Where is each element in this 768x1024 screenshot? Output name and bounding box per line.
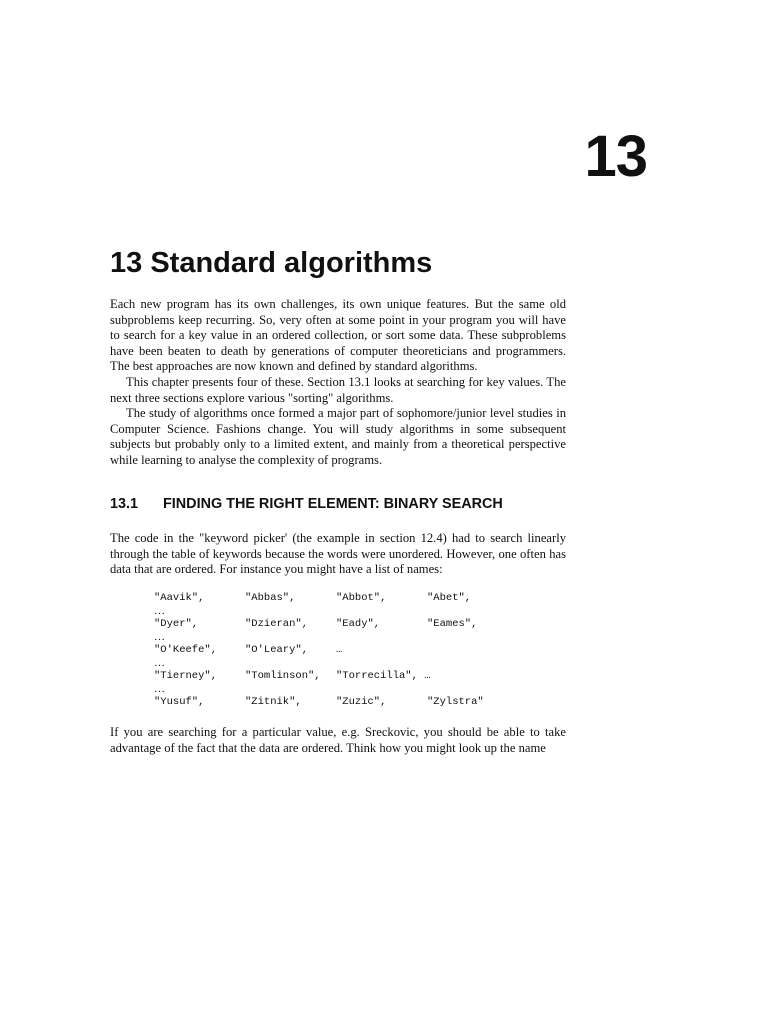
name-entry: "Torrecilla", … <box>336 670 431 682</box>
name-entry: "Eames", <box>427 618 478 630</box>
ellipsis: … <box>154 631 165 643</box>
name-entry: "Zuzic", <box>336 696 387 708</box>
name-list <box>154 592 518 709</box>
name-row <box>154 644 518 657</box>
intro-paragraph-1: Each new program has its own challenges, its own unique features. But the same old subproblems keep recurring. So, very often at some point in your program you will have to search for a key value in an ordered collection, or sort some data. These subproblems have been beaten to death by generations of computer theoreticians and programmers. The best approaches are now known and defined by standard algorithms. <box>110 297 566 374</box>
intro-paragraph-2: This chapter presents four of these. Section 13.1 looks at searching for key values. The next three sections explore various "sorting" algorithms. <box>110 374 566 405</box>
intro-text <box>110 297 566 469</box>
name-entry: "Abbas", <box>245 592 296 604</box>
section-heading <box>110 496 503 513</box>
section-paragraph-1: The code in the "keyword picker' (the example in section 12.4) had to search linearly through the table of keywords because the words were unordered. However, one often has data that are ordered. For instance you might have a list of names: <box>110 531 566 577</box>
intro-paragraph-3: The study of algorithms once formed a major part of sophomore/junior level studies in Computer Science. Fashions change. You will study algorithms in some subsequent subjects but probably only to a limited extent, and mainly from a theoretical perspective while learning to analyse the complexity of programs. <box>110 406 566 467</box>
name-entry: "Eady", <box>336 618 381 630</box>
closing-paragraph-1: If you are searching for a particular value, e.g. Sreckovic, you should be able to take advantage of the fact that the data are ordered. Think how you might look up the name <box>110 725 566 755</box>
section-text <box>110 531 566 578</box>
name-entry: "Dzieran", <box>245 618 309 630</box>
name-entry: "Zitnik", <box>245 696 302 708</box>
ellipsis: … <box>154 683 165 695</box>
name-entry: "Abet", <box>427 592 472 604</box>
name-entry: "Yusuf", <box>154 696 205 708</box>
closing-text <box>110 725 566 756</box>
name-entry: "Abbot", <box>336 592 387 604</box>
name-entry: … <box>336 644 343 656</box>
name-entry: "Dyer", <box>154 618 199 630</box>
name-entry: "Aavik", <box>154 592 205 604</box>
name-entry: "Tierney", <box>154 670 218 682</box>
section-title: FINDING THE RIGHT ELEMENT: BINARY SEARCH <box>163 496 503 512</box>
ellipsis: … <box>154 605 165 617</box>
name-row <box>154 670 518 683</box>
chapter-number: 13 <box>584 124 647 189</box>
name-row <box>154 696 518 709</box>
name-row <box>154 618 518 631</box>
section-number: 13.1 <box>110 496 139 512</box>
ellipsis: … <box>154 657 165 669</box>
name-entry: "Tomlinson", <box>245 670 321 682</box>
name-row <box>154 592 518 605</box>
name-entry: "Zylstra" <box>427 696 484 708</box>
name-entry: "O'Keefe", <box>154 644 218 656</box>
chapter-title: 13 Standard algorithms <box>110 247 433 279</box>
name-entry: "O'Leary", <box>245 644 309 656</box>
